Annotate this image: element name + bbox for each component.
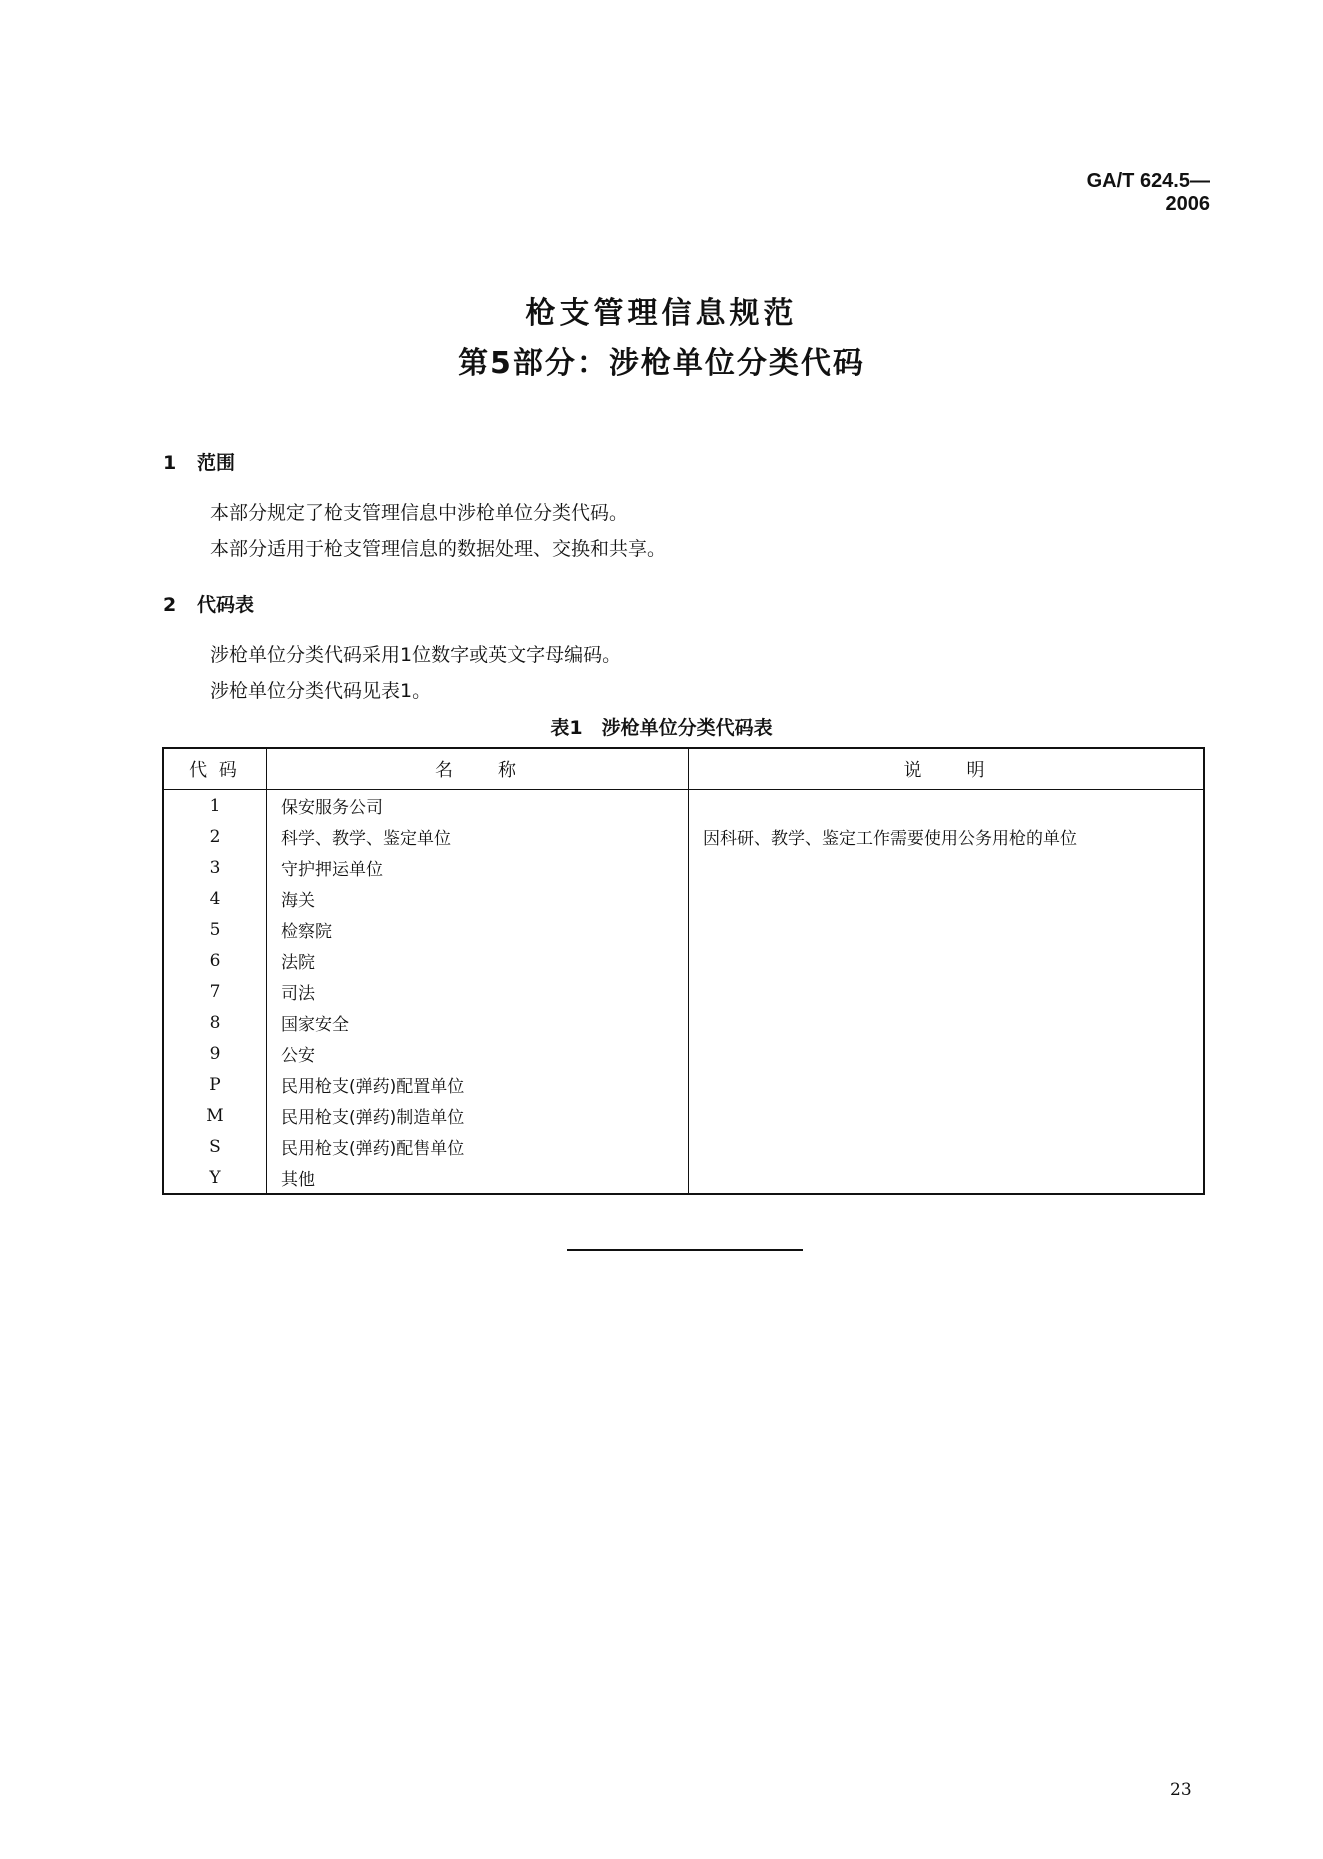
code-table [162, 747, 1205, 1195]
cell-name: 其他 [267, 1162, 689, 1194]
table-row [163, 1162, 1204, 1194]
cell-code: 2 [163, 821, 267, 852]
cell-code: 1 [163, 790, 267, 822]
cell-code: 9 [163, 1038, 267, 1069]
cell-description [689, 1162, 1205, 1194]
cell-name: 法院 [267, 945, 689, 976]
section-number: 1 [163, 452, 177, 474]
cell-code: 3 [163, 852, 267, 883]
cell-code: P [163, 1069, 267, 1100]
cell-description [689, 852, 1205, 883]
cell-name: 科学、教学、鉴定单位 [267, 821, 689, 852]
table-row [163, 790, 1204, 822]
cell-code: S [163, 1131, 267, 1162]
cell-name: 公安 [267, 1038, 689, 1069]
section-number: 2 [163, 594, 177, 616]
header-name: 名 称 [267, 748, 689, 790]
standard-code: GA/T 624.5—2006 [1086, 170, 1210, 215]
cell-name: 司法 [267, 976, 689, 1007]
cell-description [689, 914, 1205, 945]
cell-description [689, 883, 1205, 914]
header-code: 代 码 [163, 748, 267, 790]
cell-description [689, 1007, 1205, 1038]
table-caption: 表1 涉枪单位分类代码表 [550, 717, 773, 739]
cell-code: 4 [163, 883, 267, 914]
table-header-row [163, 748, 1204, 790]
cell-description [689, 1069, 1205, 1100]
table-row [163, 914, 1204, 945]
table-row [163, 1100, 1204, 1131]
cell-name: 保安服务公司 [267, 790, 689, 822]
cell-name: 民用枪支(弹药)配置单位 [267, 1069, 689, 1100]
cell-description: 因科研、教学、鉴定工作需要使用公务用枪的单位 [689, 821, 1205, 852]
cell-description [689, 976, 1205, 1007]
table-row [163, 976, 1204, 1007]
cell-description [689, 790, 1205, 822]
table-row [163, 1069, 1204, 1100]
cell-name: 国家安全 [267, 1007, 689, 1038]
cell-code: M [163, 1100, 267, 1131]
header-description: 说 明 [689, 748, 1205, 790]
cell-description [689, 1100, 1205, 1131]
page-number: 23 [1170, 1780, 1192, 1800]
paragraph: 涉枪单位分类代码见表1。 [210, 680, 432, 702]
table-row [163, 945, 1204, 976]
document-subtitle: 第5部分：涉枪单位分类代码 [458, 346, 865, 381]
cell-name: 守护押运单位 [267, 852, 689, 883]
section-title: 范围 [197, 452, 236, 474]
section-heading-scope [163, 448, 235, 475]
paragraph: 本部分适用于枪支管理信息的数据处理、交换和共享。 [210, 538, 667, 560]
table-row [163, 1007, 1204, 1038]
cell-code: 5 [163, 914, 267, 945]
cell-name: 检察院 [267, 914, 689, 945]
cell-name: 民用枪支(弹药)制造单位 [267, 1100, 689, 1131]
paragraph: 本部分规定了枪支管理信息中涉枪单位分类代码。 [210, 502, 629, 524]
cell-description [689, 945, 1205, 976]
cell-code: 7 [163, 976, 267, 1007]
table-row [163, 1131, 1204, 1162]
table-row [163, 1038, 1204, 1069]
section-heading-code-table [163, 590, 254, 617]
cell-code: 8 [163, 1007, 267, 1038]
end-line [567, 1249, 803, 1251]
cell-name: 海关 [267, 883, 689, 914]
cell-description [689, 1131, 1205, 1162]
section-title: 代码表 [197, 594, 255, 616]
cell-code: Y [163, 1162, 267, 1194]
table-row [163, 821, 1204, 852]
cell-name: 民用枪支(弹药)配售单位 [267, 1131, 689, 1162]
cell-code: 6 [163, 945, 267, 976]
paragraph: 涉枪单位分类代码采用1位数字或英文字母编码。 [210, 644, 622, 666]
table-row [163, 883, 1204, 914]
table-row [163, 852, 1204, 883]
document-title: 枪支管理信息规范 [525, 296, 798, 331]
cell-description [689, 1038, 1205, 1069]
